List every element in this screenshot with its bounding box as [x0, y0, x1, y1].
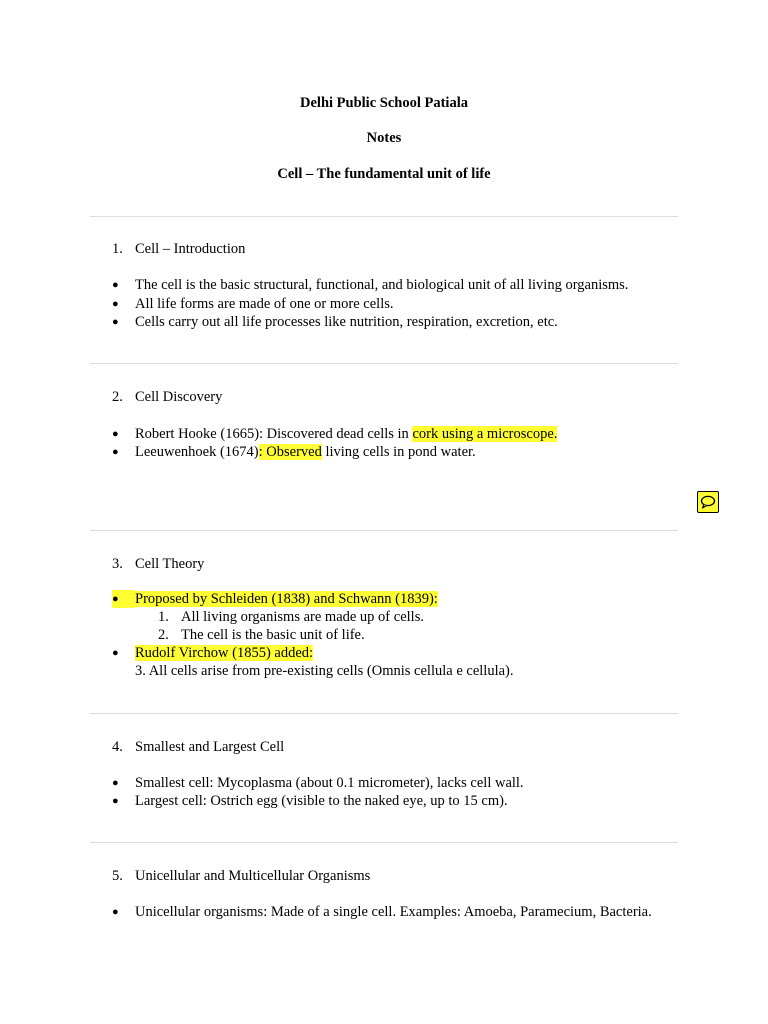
- highlighted-text[interactable]: Proposed by Schleiden (1838) and Schwann (1839):: [135, 591, 438, 607]
- bullet-text: living cells in pond water.: [321, 444, 476, 460]
- list-item: [112, 425, 557, 443]
- bullet-icon: ●: [112, 298, 119, 310]
- bullet-icon: ●: [112, 777, 119, 789]
- list-item: [112, 774, 524, 792]
- section-number: 1.: [112, 241, 123, 257]
- bullet-text: Smallest cell: Mycoplasma (about 0.1 micrometer), lacks cell wall.: [135, 775, 524, 791]
- bullet-text: All life forms are made of one or more cells.: [135, 296, 394, 312]
- bullet-icon: ●: [112, 316, 119, 328]
- section-divider: [90, 713, 678, 714]
- section-title: Cell Theory: [135, 556, 205, 572]
- section-3-heading: [112, 555, 204, 573]
- list-item: [112, 295, 394, 313]
- sub-list-item: [158, 626, 365, 644]
- list-item: [112, 590, 438, 608]
- sub-item-text: The cell is the basic unit of life.: [181, 627, 365, 643]
- bullet-text: Unicellular organisms: Made of a single cell. Examples: Amoeba, Paramecium, Bacteria.: [135, 904, 652, 920]
- continuation-text: 3. All cells arise from pre-existing cells (Omnis cellula e cellula).: [135, 663, 514, 679]
- bullet-icon: ●: [112, 446, 119, 458]
- section-number: 4.: [112, 739, 123, 755]
- sub-item-number: 1.: [158, 609, 169, 625]
- section-divider: [90, 530, 678, 531]
- topic-title: Cell – The fundamental unit of life: [277, 166, 491, 182]
- list-item: [112, 276, 628, 294]
- list-item: [112, 792, 508, 810]
- bullet-icon: ●: [112, 590, 135, 608]
- bullet-text: Leeuwenhoek (1674): [135, 444, 259, 460]
- highlighted-text[interactable]: : Observed: [258, 444, 322, 460]
- bullet-text: Robert Hooke (1665): Discovered dead cells in: [135, 426, 413, 442]
- section-number: 5.: [112, 868, 123, 884]
- bullet-icon: ●: [112, 428, 119, 440]
- bullet-icon: ●: [112, 795, 119, 807]
- comment-button[interactable]: [697, 491, 719, 513]
- section-1-heading: [112, 240, 245, 258]
- notes-subtitle: Notes: [366, 130, 402, 146]
- bullet-icon: ●: [112, 906, 119, 918]
- highlighted-text[interactable]: cork using a microscope.: [412, 426, 558, 442]
- highlighted-text[interactable]: Rudolf Virchow (1855) added:: [135, 645, 314, 661]
- section-divider: [90, 216, 678, 217]
- list-item: [112, 644, 313, 662]
- bullet-icon: ●: [112, 279, 119, 291]
- bullet-text: Cells carry out all life processes like nutrition, respiration, excretion, etc.: [135, 314, 558, 330]
- bullet-text: The cell is the basic structural, functional, and biological unit of all living organisms.: [135, 277, 629, 293]
- list-item: [112, 313, 558, 331]
- section-title: Unicellular and Multicellular Organisms: [135, 868, 371, 884]
- section-title: Cell Discovery: [135, 389, 223, 405]
- section-2-heading: [112, 388, 222, 406]
- section-4-heading: [112, 738, 284, 756]
- sub-list-item: [158, 608, 424, 626]
- section-divider: [90, 363, 678, 364]
- bullet-text: Largest cell: Ostrich egg (visible to the naked eye, up to 15 cm).: [135, 793, 508, 809]
- section-5-heading: [112, 867, 370, 885]
- school-name: Delhi Public School Patiala: [300, 95, 468, 111]
- section-title: Cell – Introduction: [135, 241, 246, 257]
- section-number: 3.: [112, 556, 123, 572]
- list-item: [112, 443, 476, 461]
- list-item: [112, 903, 652, 921]
- bullet-icon: ●: [112, 647, 119, 659]
- section-title: Smallest and Largest Cell: [135, 739, 285, 755]
- section-divider: [90, 842, 678, 843]
- comment-icon: [700, 495, 716, 509]
- section-number: 2.: [112, 389, 123, 405]
- sub-item-text: All living organisms are made up of cells.: [181, 609, 424, 625]
- sub-item-number: 2.: [158, 627, 169, 643]
